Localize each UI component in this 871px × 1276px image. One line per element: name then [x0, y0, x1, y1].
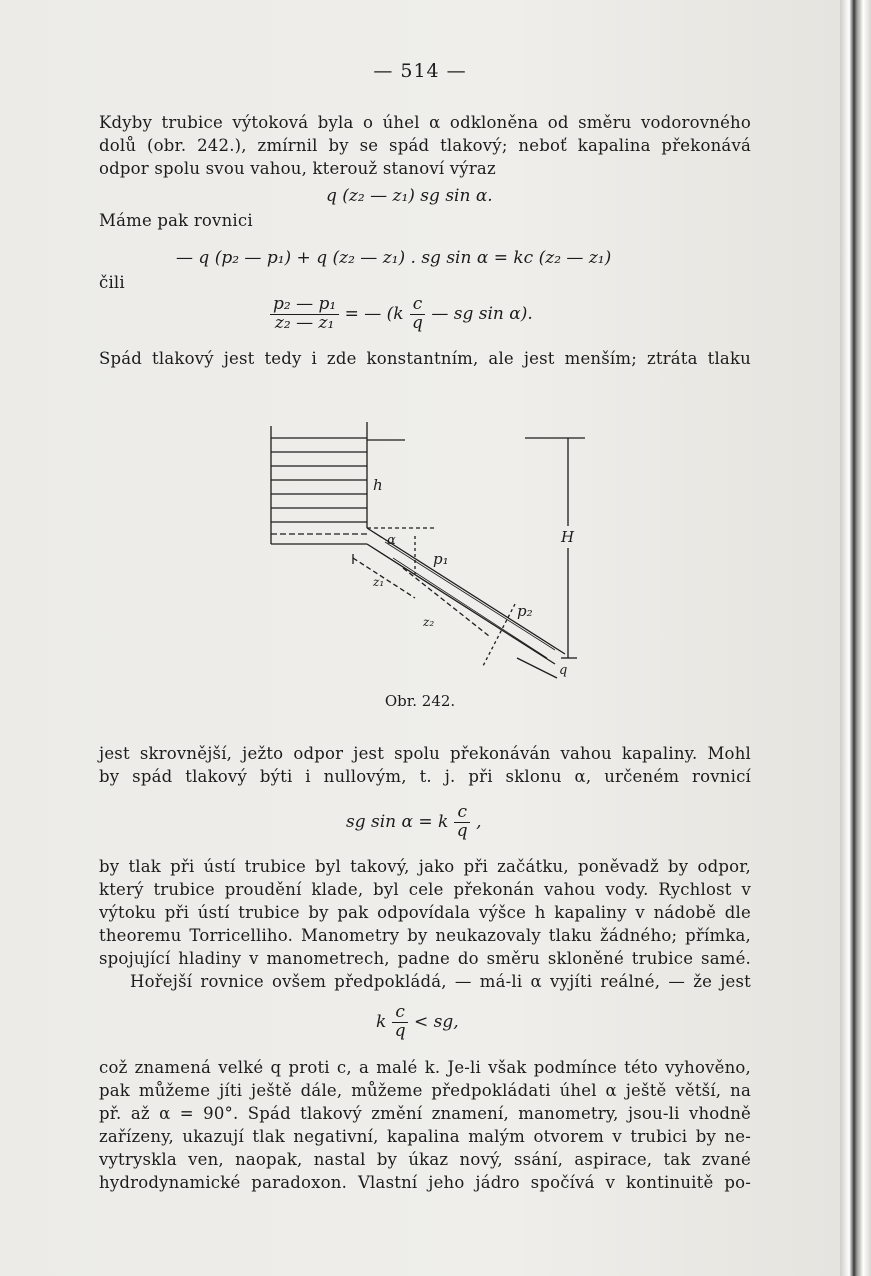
text-line: čili [99, 273, 125, 292]
figure-242 [265, 418, 595, 688]
text-line: který trubice proudění klade, byl cele překonán vahou vody. Rychlost v [99, 880, 751, 899]
equation-4 [376, 1004, 459, 1041]
label-H: H [561, 528, 575, 546]
text-line: výtoku při ústí trubice by pak odpovídala výšce h kapaliny v nádobě dle [99, 903, 751, 922]
text-line: Máme pak rovnici [99, 211, 253, 230]
text-line: př. až α = 90°. Spád tlakový změní znamení, manometry, jsou-li vhodně [99, 1104, 751, 1123]
text-line: odpor spolu svou vahou, kterouž stanoví výraz [99, 159, 496, 178]
book-gutter [840, 0, 871, 1276]
label-alpha: α [387, 533, 396, 548]
pipe-upper-wall [367, 528, 565, 654]
label-p1: p₁ [433, 550, 449, 568]
fraction-numerator: p₂ — p₁ [270, 296, 339, 315]
equation-lhs: sg sin α = k [346, 811, 449, 832]
fraction-lhs [270, 296, 339, 333]
text-line: vytryskla ven, naopak, nastal by úkaz nový, ssání, aspirace, tak zvané [99, 1150, 751, 1169]
equation-rhs: — sg sin α). [431, 303, 533, 324]
fraction-c-q [409, 296, 426, 333]
page-number: — 514 — [373, 60, 467, 82]
text-line: hydrodynamické paradoxon. Vlastní jeho jádro spočívá v kontinuitě po- [99, 1173, 751, 1192]
label-q: q [559, 663, 568, 678]
equation-3 [346, 804, 481, 841]
text-line: Hořejší rovnice ovšem předpokládá, — má-li α vyjíti reálné, — že jest [130, 972, 751, 991]
fraction-c-q [392, 1004, 409, 1041]
fraction-denominator: q [394, 1020, 406, 1041]
text-line: Kdyby trubice výtoková byla o úhel α odkloněna od směru vodorovného [99, 113, 751, 132]
label-p2: p₂ [517, 602, 533, 620]
text-line: pak můžeme jíti ještě dále, můžeme předpokládati úhel α ještě větší, na [99, 1081, 751, 1100]
fraction-c-q [454, 804, 471, 841]
fraction-denominator: z₂ — z₁ [274, 312, 335, 333]
text-line: by spád tlakový býti i nullovým, t. j. při sklonu α, určeném rovnicí [99, 767, 751, 786]
tank-pipe-diagram [265, 418, 595, 688]
equation-middle: = — (k [344, 303, 404, 324]
expression-weight: q (z₂ — z₁) sg sin α. [326, 186, 493, 206]
fraction-numerator: c [392, 1004, 408, 1023]
equation-tail: , [476, 811, 482, 832]
text-line: zařízeny, ukazují tlak negativní, kapalina malým otvorem v trubici by ne- [99, 1127, 751, 1146]
text-line: dolů (obr. 242.), zmírnil by se spád tlakový; neboť kapalina překonává [99, 136, 751, 155]
label-z1: z₁ [373, 575, 385, 589]
fraction-numerator: c [454, 804, 470, 823]
text-line: Spád tlakový jest tedy i zde konstantním, ale jest menším; ztráta tlaku [99, 349, 751, 368]
text-line: theoremu Torricelliho. Manometry by neukazovaly tlaku žádného; přímka, [99, 926, 751, 945]
text-line: což znamená velké q proti c, a malé k. Je-li však podmínce této vyhověno, [99, 1058, 751, 1077]
equation-k: k [376, 1011, 387, 1032]
fraction-denominator: q [412, 312, 423, 333]
label-z2: z₂ [423, 615, 435, 629]
text-line: by tlak při ústí trubice byl takový, jako při začátku, poněvadž by odpor, [99, 857, 751, 876]
text-line: jest skrovnější, ježto odpor jest spolu překonáván vahou kapaliny. Mohl [99, 744, 751, 763]
equation-2 [270, 296, 533, 333]
equation-1: — q (p₂ — p₁) + q (z₂ — z₁) . sg sin α = kc (z₂ — z₁) [176, 248, 612, 268]
equation-tail: < sg, [414, 1011, 459, 1032]
text-line: spojující hladiny v manometrech, padne do směru skloněné trubice samé. [99, 949, 751, 968]
label-h: h [373, 476, 383, 494]
figure-caption: Obr. 242. [384, 692, 456, 710]
fraction-denominator: q [456, 820, 468, 841]
fraction-numerator: c [410, 296, 426, 315]
